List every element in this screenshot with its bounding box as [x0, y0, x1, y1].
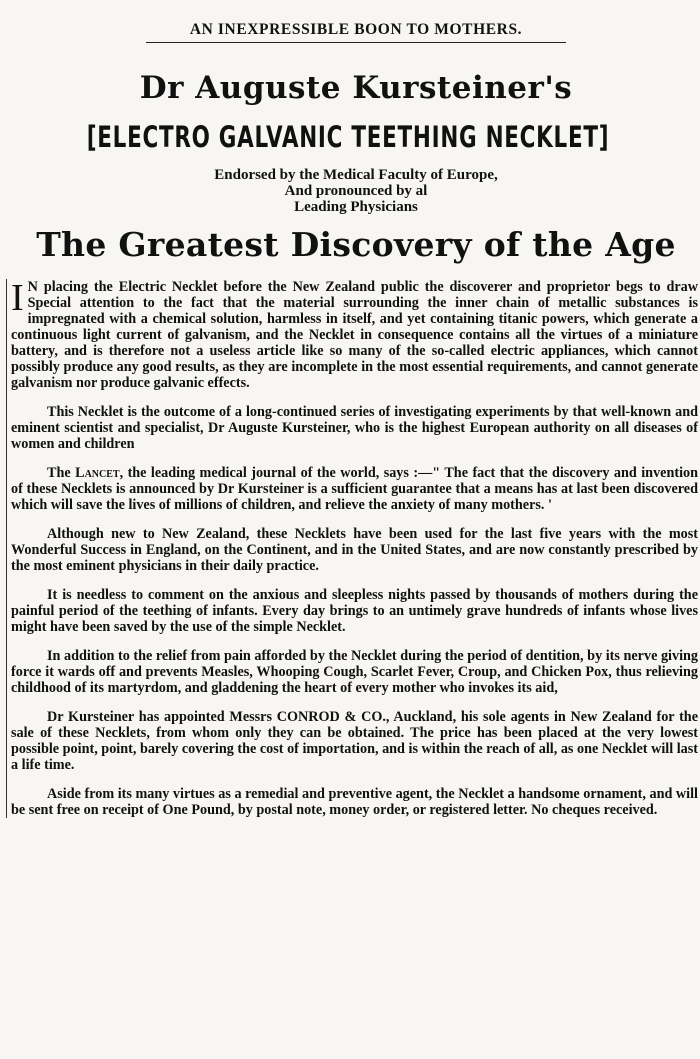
headline: AN INEXPRESSIBLE BOON TO MOTHERS.: [146, 20, 566, 43]
endorsement-line-3: Leading Physicians: [294, 199, 418, 215]
paragraph-2: This Necklet is the outcome of a long-continued series of investigating experiments by that well-known and eminent scientist and specialist, Dr Auguste Kursteiner, who is the highest European authority on all diseases of women and children: [11, 404, 698, 452]
paragraph-3: [11, 465, 698, 513]
paragraph-6: In addition to the relief from pain afforded by the Necklet during the period of dentition, by its nerve giving force it wards off and prevents Measles, Whooping Cough, Scarlet Fever, Croup, and Chicken Pox, thus relieving childhood of its martyrdom, and gladdening the heart of every mother who invokes its aid,: [11, 648, 698, 696]
paragraph-3-post: , the leading medical journal of the world, says :—" The fact that the discovery and invention of these Necklets is announced by Dr Kursteiner is a sufficient guarantee that a means has at last been discovered which will save the lives of millions of children, and relieve the anxiety of many mothers. ': [11, 465, 699, 513]
paragraph-1-text: N placing the Electric Necklet before the New Zealand public the discoverer and proprietor begs to draw Special attention to the fact that the material surrounding the inner chain of metallic substances is impregnated with a chemical solution, harmless in itself, and yet containing titanic powers, which generate a continuous light current of galvanism, and the Necklet in consequence contains all the virtues of a miniature battery, and is therefore not a useless article like so many of the so-called electric appliances, which cannot possibly produce any good results, as they are incomplete in the most essential requirements, and cannot generate galvanism nor produce galvanic effects.: [11, 279, 698, 391]
lancet-name: Lancet: [75, 465, 120, 481]
product-title: [ELECTRO GALVANIC TEETHING NECKLET]: [86, 120, 610, 154]
endorsement: [14, 167, 698, 215]
product-title-text: ELECTRO GALVANIC TEETHING NECKLET: [97, 120, 599, 154]
paragraph-1: [11, 279, 698, 391]
endorsement-line-1: Endorsed by the Medical Faculty of Europe,: [214, 167, 498, 183]
brand-name: Dr Auguste Kursteiner's: [139, 70, 573, 106]
tagline: The Greatest Discovery of the Age: [36, 225, 676, 264]
body-text: [6, 279, 698, 818]
drop-cap: I: [11, 277, 24, 319]
paragraph-5: It is needless to comment on the anxious and sleepless nights passed by thousands of mothers during the painful period of the teething of infants. Every day brings to an untimely grave hundreds of infants whose lives might have been saved by the use of the simple Necklet.: [11, 587, 698, 635]
paragraph-8: Aside from its many virtues as a remedial and preventive agent, the Necklet a handsome ornament, and will be sent free on receipt of One Pound, by postal note, money order, or registered letter. No cheques received.: [11, 786, 698, 818]
paragraph-7: Dr Kursteiner has appointed Messrs CONROD & CO., Auckland, his sole agents in New Zealand for the sale of these Necklets, from whom only they can be obtained. The price has been placed at the very lowest possible point, point, barely covering the cost of importation, and is within the reach of all, as one Necklet will last a life time.: [11, 709, 698, 773]
endorsement-line-2: And pronounced by al: [284, 183, 428, 199]
paragraph-3-pre: The: [47, 465, 76, 481]
paragraph-4: Although new to New Zealand, these Necklets have been used for the last five years with the most Wonderful Success in England, on the Continent, and in the United States, and are now constantly prescribed by the most eminent physicians in their daily practice.: [11, 526, 698, 574]
